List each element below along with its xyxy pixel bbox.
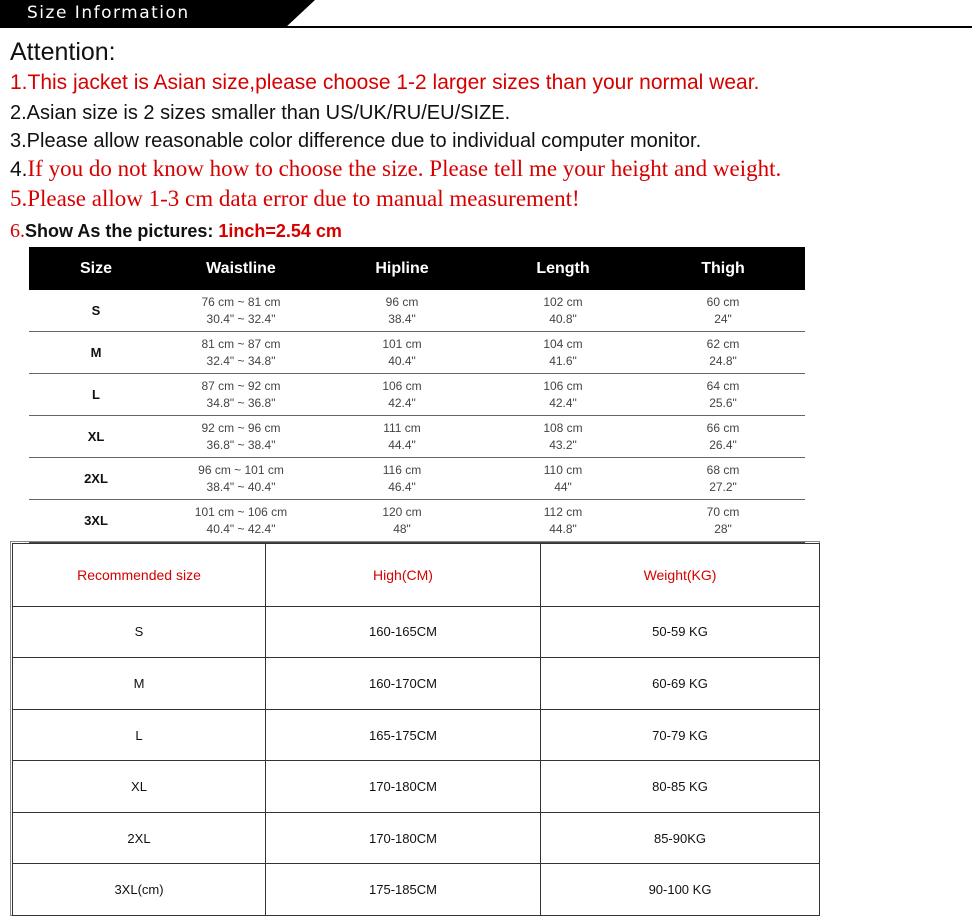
- thigh-cm: 62 cm: [706, 336, 740, 351]
- waistline-cm: 101 cm ~ 106 cm: [194, 504, 288, 519]
- header-waistline: Waistline: [206, 260, 276, 277]
- recommended-body: [13, 606, 820, 915]
- length-inch: 42.4": [549, 395, 577, 410]
- length-inch: 44.8": [549, 521, 577, 536]
- hipline-cm: 106 cm: [382, 378, 422, 393]
- note-number: 4.: [10, 158, 28, 181]
- waistline-inch: 36.8" ~ 38.4": [206, 437, 276, 452]
- waistline-cell: [163, 458, 319, 499]
- table-row: [29, 332, 805, 374]
- hipline-inch: 48": [393, 521, 411, 536]
- hipline-inch: 42.4": [388, 395, 416, 410]
- size-label: M: [90, 345, 102, 360]
- header-size: Size: [79, 260, 112, 277]
- length-cm: 108 cm: [543, 420, 583, 435]
- thigh-inch: 25.6": [709, 395, 737, 410]
- table-row: [29, 416, 805, 458]
- recommended-size-cell: XL: [13, 761, 266, 813]
- hipline-cm: 96 cm: [385, 294, 419, 309]
- waistline-cell: [163, 416, 319, 457]
- header-recommended-size: Recommended size: [13, 544, 266, 607]
- height-cell: 160-165CM: [266, 606, 541, 658]
- hipline-inch: 44.4": [388, 437, 416, 452]
- waistline-cell: [163, 374, 319, 415]
- height-cell: 170-180CM: [266, 812, 541, 864]
- size-label: XL: [87, 429, 105, 444]
- thigh-cm: 70 cm: [706, 504, 740, 519]
- header-length: Length: [536, 260, 590, 277]
- weight-cell: 70-79 KG: [541, 709, 820, 761]
- length-inch: 41.6": [549, 353, 577, 368]
- note-size-smaller: 2.Asian size is 2 sizes smaller than US/UK/RU/EU/SIZE.: [10, 102, 511, 124]
- length-cell: [485, 500, 641, 541]
- recommended-size-cell: L: [13, 709, 266, 761]
- attention-title: Attention:: [10, 38, 116, 66]
- length-cm: 106 cm: [543, 378, 583, 393]
- hipline-cm: 120 cm: [382, 504, 422, 519]
- hipline-cell: [319, 374, 485, 415]
- waistline-cm: 96 cm ~ 101 cm: [198, 462, 284, 477]
- note-color-difference: 3.Please allow reasonable color difference due to individual computer monitor.: [10, 130, 702, 152]
- thigh-cell: [641, 458, 805, 499]
- thigh-cm: 66 cm: [706, 420, 740, 435]
- size-label: 3XL: [84, 513, 108, 528]
- thigh-cm: 64 cm: [706, 378, 740, 393]
- height-cell: 170-180CM: [266, 761, 541, 813]
- hipline-cell: [319, 416, 485, 457]
- note-height-weight: [10, 156, 781, 183]
- length-cell: [485, 332, 641, 373]
- thigh-cell: [641, 500, 805, 541]
- size-chart-body: [29, 290, 805, 543]
- recommended-size-cell: 3XL(cm): [13, 864, 266, 916]
- thigh-inch: 27.2": [709, 479, 737, 494]
- waistline-cm: 92 cm ~ 96 cm: [201, 420, 281, 435]
- hipline-cell: [319, 500, 485, 541]
- thigh-cm: 60 cm: [706, 294, 740, 309]
- recommended-size-cell: S: [13, 606, 266, 658]
- weight-cell: 60-69 KG: [541, 658, 820, 710]
- thigh-inch: 26.4": [709, 437, 737, 452]
- table-row: [13, 709, 820, 761]
- hipline-cm: 111 cm: [383, 420, 421, 435]
- length-inch: 43.2": [549, 437, 577, 452]
- length-inch: 40.8": [549, 311, 577, 326]
- size-information-banner: [0, 0, 980, 30]
- banner-underline: [0, 26, 972, 28]
- note-number: 6.: [10, 220, 25, 242]
- table-row: [29, 374, 805, 416]
- note-asian-size: 1.This jacket is Asian size,please choose 1-2 larger sizes than your normal wear.: [10, 71, 760, 94]
- table-row: [13, 864, 820, 916]
- note-measurement-error: 5.Please allow 1-3 cm data error due to manual measurement!: [10, 186, 580, 211]
- hipline-cell: [319, 458, 485, 499]
- header-hipline: Hipline: [375, 260, 429, 277]
- size-label: L: [92, 387, 100, 402]
- recommended-size-cell: 2XL: [13, 812, 266, 864]
- waistline-cell: [163, 332, 319, 373]
- weight-cell: 80-85 KG: [541, 761, 820, 813]
- hipline-inch: 40.4": [388, 353, 416, 368]
- header-height: High(CM): [266, 544, 541, 607]
- weight-cell: 90-100 KG: [541, 864, 820, 916]
- size-label: S: [91, 303, 101, 318]
- length-cm: 110 cm: [543, 462, 583, 477]
- thigh-cell: [641, 374, 805, 415]
- height-cell: 175-185CM: [266, 864, 541, 916]
- waistline-inch: 34.8" ~ 36.8": [206, 395, 276, 410]
- waistline-cell: [163, 290, 319, 331]
- recommended-header-row: [13, 544, 820, 607]
- length-cell: [485, 374, 641, 415]
- thigh-inch: 28": [714, 521, 732, 536]
- recommended-size-table: [12, 543, 820, 916]
- length-cm: 104 cm: [543, 336, 583, 351]
- size-chart-table: [29, 247, 805, 543]
- note-text: If you do not know how to choose the size. Please tell me your height and weight.: [27, 156, 782, 181]
- header-thigh: Thigh: [701, 260, 745, 277]
- length-cell: [485, 290, 641, 331]
- waistline-cm: 87 cm ~ 92 cm: [201, 378, 281, 393]
- waistline-inch: 38.4" ~ 40.4": [206, 479, 276, 494]
- weight-cell: 50-59 KG: [541, 606, 820, 658]
- thigh-cm: 68 cm: [706, 462, 740, 477]
- table-row: [13, 658, 820, 710]
- banner-title: Size Information: [27, 3, 190, 23]
- height-cell: 160-170CM: [266, 658, 541, 710]
- thigh-cell: [641, 290, 805, 331]
- size-chart-header: [29, 247, 805, 290]
- thigh-cell: [641, 416, 805, 457]
- thigh-inch: 24.8": [709, 353, 737, 368]
- waistline-inch: 40.4" ~ 42.4": [206, 521, 276, 536]
- hipline-inch: 46.4": [388, 479, 416, 494]
- length-cm: 102 cm: [543, 294, 583, 309]
- inch-conversion: 1inch=2.54 cm: [218, 221, 342, 241]
- waistline-cm: 81 cm ~ 87 cm: [201, 336, 281, 351]
- length-cell: [485, 458, 641, 499]
- note-show-pictures: [10, 220, 342, 242]
- waistline-cell: [163, 500, 319, 541]
- hipline-cm: 101 cm: [382, 336, 422, 351]
- hipline-cm: 116 cm: [382, 462, 422, 477]
- size-label: 2XL: [84, 471, 108, 486]
- table-row: [29, 500, 805, 543]
- header-weight: Weight(KG): [541, 544, 820, 607]
- waistline-inch: 32.4" ~ 34.8": [206, 353, 276, 368]
- table-row: [29, 458, 805, 500]
- hipline-cell: [319, 332, 485, 373]
- note-text: Show As the pictures:: [25, 221, 219, 241]
- waistline-cm: 76 cm ~ 81 cm: [201, 294, 281, 309]
- hipline-cell: [319, 290, 485, 331]
- table-row: [13, 761, 820, 813]
- banner-slant: [285, 0, 315, 28]
- length-cm: 112 cm: [543, 504, 583, 519]
- length-cell: [485, 416, 641, 457]
- weight-cell: 85-90KG: [541, 812, 820, 864]
- thigh-cell: [641, 332, 805, 373]
- height-cell: 165-175CM: [266, 709, 541, 761]
- table-row: [13, 812, 820, 864]
- table-row: [29, 290, 805, 332]
- length-inch: 44": [554, 479, 572, 494]
- thigh-inch: 24": [714, 311, 732, 326]
- hipline-inch: 38.4": [388, 311, 416, 326]
- recommended-size-cell: M: [13, 658, 266, 710]
- table-row: [13, 606, 820, 658]
- waistline-inch: 30.4" ~ 32.4": [206, 311, 276, 326]
